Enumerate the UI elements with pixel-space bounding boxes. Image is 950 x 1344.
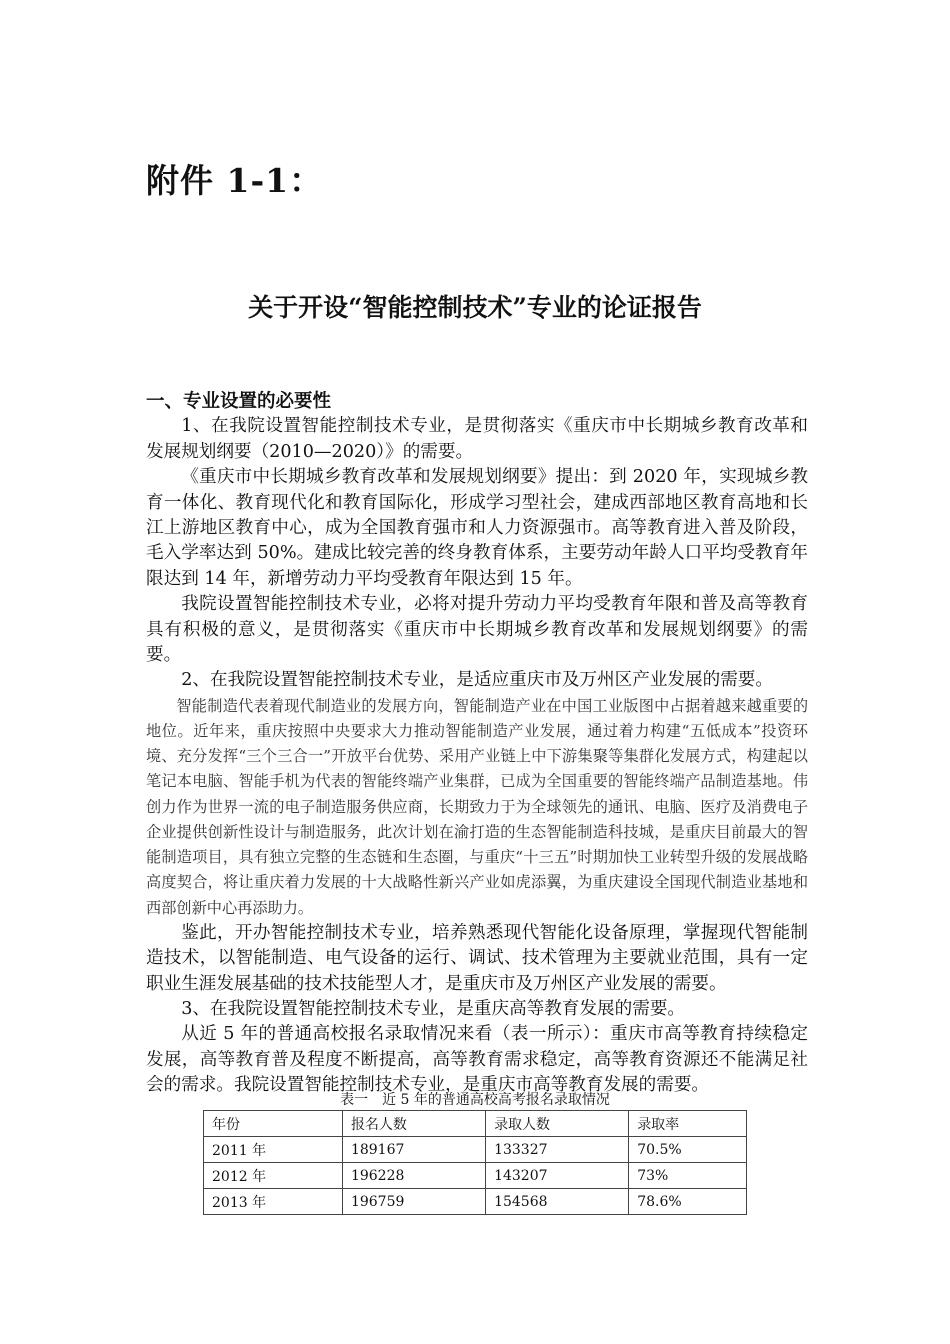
- paragraph-5: 智能制造代表着现代制造业的发展方向，智能制造产业在中国工业版图中占据着越来越重要的地位。近年来，重庆按照中央要求大力推动智能制造产业发展，通过着力构建“五低成本”投资环境、充分发挥“三个三合一”开放平台优势、采用产业链上中下游集聚等集群化发展方式，构建起以笔记本电脑、智能手机为代表的智能终端产业集群，已成为全国重要的智能终端产品制造基地。伟创力作为世界一流的电子制造服务供应商，长期致力于为全球领先的通讯、电脑、医疗及消费电子企业提供创新性设计与制造服务，此次计划在渝打造的生态智能制造科技城，是重庆目前最大的智能制造项目，具有独立完整的生态链和生态圈，与重庆“十三五”时期加快工业转型升级的发展战略高度契合，将让重庆着力发展的十大战略性新兴产业如虎添翼，为重庆建设全国现代制造业基地和西部创新中心再添助力。: [146, 696, 808, 917]
- paragraph-3: 我院设置智能控制技术专业，必将对提升劳动力平均受教育年限和普及高等教育具有积极的意义，是贯彻落实《重庆市中长期城乡教育改革和发展规划纲要》的需要。: [146, 594, 808, 666]
- report-body: [146, 389, 808, 1099]
- enrollment-table: [203, 1110, 747, 1215]
- section-heading: 一、专业设置的必要性: [146, 391, 332, 412]
- table-row: [204, 1137, 747, 1163]
- applicants-cell: 189167: [342, 1137, 485, 1163]
- paragraph-6: 鉴此，开办智能控制技术专业，培养熟悉现代智能化设备原理，掌握现代智能制造技术，以智能制造、电气设备的运行、调试、技术管理为主要就业范围，具有一定职业生涯发展基础的技术技能型人才，是重庆市及万州区产业发展的需要。: [146, 922, 808, 994]
- table-caption: 表一 近 5 年的普通高校高考报名录取情况: [340, 1092, 610, 1108]
- header-cell: 录取率: [629, 1111, 747, 1137]
- admitted-cell: 143207: [486, 1163, 629, 1189]
- paragraph-8: 从近 5 年的普通高校报名录取情况来看（表一所示）：重庆市高等教育持续稳定发展，高等教育普及程度不断提高，高等教育需求稳定，高等教育资源还不能满足社会的需求。我院设置智能控制技术专业，是重庆市高等教育发展的需要。: [146, 1024, 808, 1096]
- table-row: [204, 1163, 747, 1189]
- attachment-label: 附件 1-1：: [146, 161, 324, 200]
- paragraph-2: 《重庆市中长期城乡教育改革和发展规划纲要》提出：到 2020 年，实现城乡教育一体化、教育现代化和教育国际化，形成学习型社会，建成西部地区教育高地和长江上游地区教育中心，成为全国教育强市和人力资源强市。高等教育进入普及阶段，毛入学率达到 50%。建成比较完善的终身教育体系，主要劳动年龄人口平均受教育年限达到 14 年，新增劳动力平均受教育年限达到 15 年。: [146, 467, 808, 589]
- rate-cell: 78.6%: [629, 1189, 747, 1215]
- table-row: [204, 1189, 747, 1215]
- paragraph-1: 1、在我院设置智能控制技术专业，是贯彻落实《重庆市中长期城乡教育改革和发展规划纲要（2010—2020）》的需要。: [146, 416, 808, 462]
- rate-cell: 73%: [629, 1163, 747, 1189]
- paragraph-4: 2、在我院设置智能控制技术专业，是适应重庆市及万州区产业发展的需要。: [181, 670, 773, 691]
- applicants-cell: 196759: [342, 1189, 485, 1215]
- paragraph-7: 3、在我院设置智能控制技术专业，是重庆高等教育发展的需要。: [181, 998, 686, 1019]
- year-cell: 2012 年: [204, 1163, 343, 1189]
- rate-cell: 70.5%: [629, 1137, 747, 1163]
- admitted-cell: 154568: [486, 1189, 629, 1215]
- table-header-row: [204, 1111, 747, 1137]
- year-cell: 2011 年: [204, 1137, 343, 1163]
- applicants-cell: 196228: [342, 1163, 485, 1189]
- header-cell: 年份: [204, 1111, 343, 1137]
- report-title: 关于开设“智能控制技术”专业的论证报告: [248, 293, 702, 322]
- header-cell: 报名人数: [342, 1111, 485, 1137]
- year-cell: 2013 年: [204, 1189, 343, 1215]
- admitted-cell: 133327: [486, 1137, 629, 1163]
- header-cell: 录取人数: [486, 1111, 629, 1137]
